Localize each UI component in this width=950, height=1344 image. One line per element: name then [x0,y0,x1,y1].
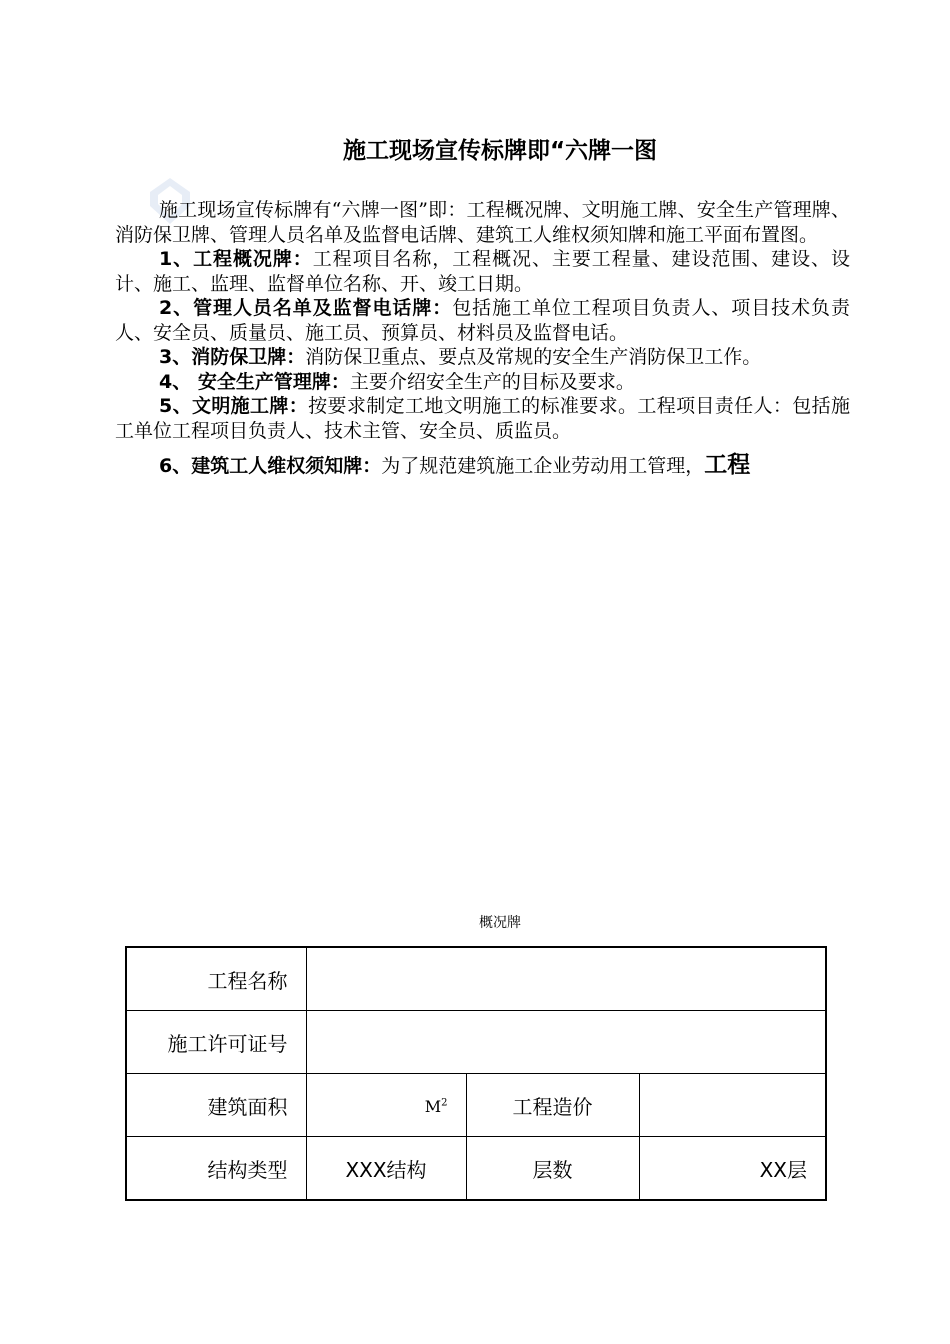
project-cost-label: 工程造价 [466,1074,639,1137]
item-2-text: 包括施工单位工程项目负责人、项目技术负责人、安全员、质量员、施工员、预算员、材料员及监督电话。 [115,297,850,344]
permit-number-label: 施工许可证号 [126,1011,306,1074]
building-area-label: 建筑面积 [126,1074,306,1137]
table-row [126,1074,826,1137]
permit-number-value [306,1011,826,1074]
item-4-lead: 4、 安全生产管理牌： [159,370,350,393]
item-5-lead: 5、文明施工牌： [159,395,309,417]
area-unit: M [424,1097,442,1116]
table-row [126,1011,826,1074]
item-6-lead: 6、建筑工人维权须知牌： [159,455,382,477]
item-1 [115,247,850,296]
item-6 [115,453,850,479]
project-name-value [306,947,826,1011]
project-overview-table [125,946,827,1201]
table-caption: 概况牌 [479,915,521,931]
item-5 [115,394,850,443]
structure-type-label: 结构类型 [126,1137,306,1201]
item-2 [115,296,850,345]
item-1-text: 工程项目名称，工程概况、主要工程量、建设范围、建设、设计、施工、监理、监督单位名称、开、竣工日期。 [115,248,850,295]
project-name-label: 工程名称 [126,947,306,1011]
project-cost-value [639,1074,826,1137]
item-1-lead: 1、工程概况牌： [159,248,313,270]
item-2-lead: 2、管理人员名单及监督电话牌： [159,297,453,319]
document-body [115,198,850,479]
item-3-text: 消防保卫重点、要点及常规的安全生产消防保卫工作。 [305,346,762,368]
item-4-text: 主要介绍安全生产的目标及要求。 [349,370,635,393]
building-area-value [306,1074,466,1137]
item-5-text: 按要求制定工地文明施工的标准要求。工程项目责任人：包括施工单位工程项目负责人、技术主管、安全员、质监员。 [115,395,850,442]
item-6-text: 为了规范建筑施工企业劳动用工管理， [381,455,705,477]
table-row [126,947,826,1011]
floors-value: XX层 [639,1137,826,1201]
item-3-lead: 3、消防保卫牌： [159,346,306,368]
structure-type-value: XXX结构 [306,1137,466,1201]
area-unit-sup: 2 [441,1097,448,1109]
intro-paragraph: 施工现场宣传标牌有“六牌一图”即：工程概况牌、文明施工牌、安全生产管理牌、消防保卫牌、管理人员名单及监督电话牌、建筑工人维权须知牌和施工平面布置图。 [115,199,850,246]
page-title: 施工现场宣传标牌即“六牌一图 [342,138,658,164]
item-6-tail: 工程 [704,452,751,478]
item-4 [115,370,850,395]
item-3 [115,345,850,370]
table-row [126,1137,826,1201]
floors-label: 层数 [466,1137,639,1201]
